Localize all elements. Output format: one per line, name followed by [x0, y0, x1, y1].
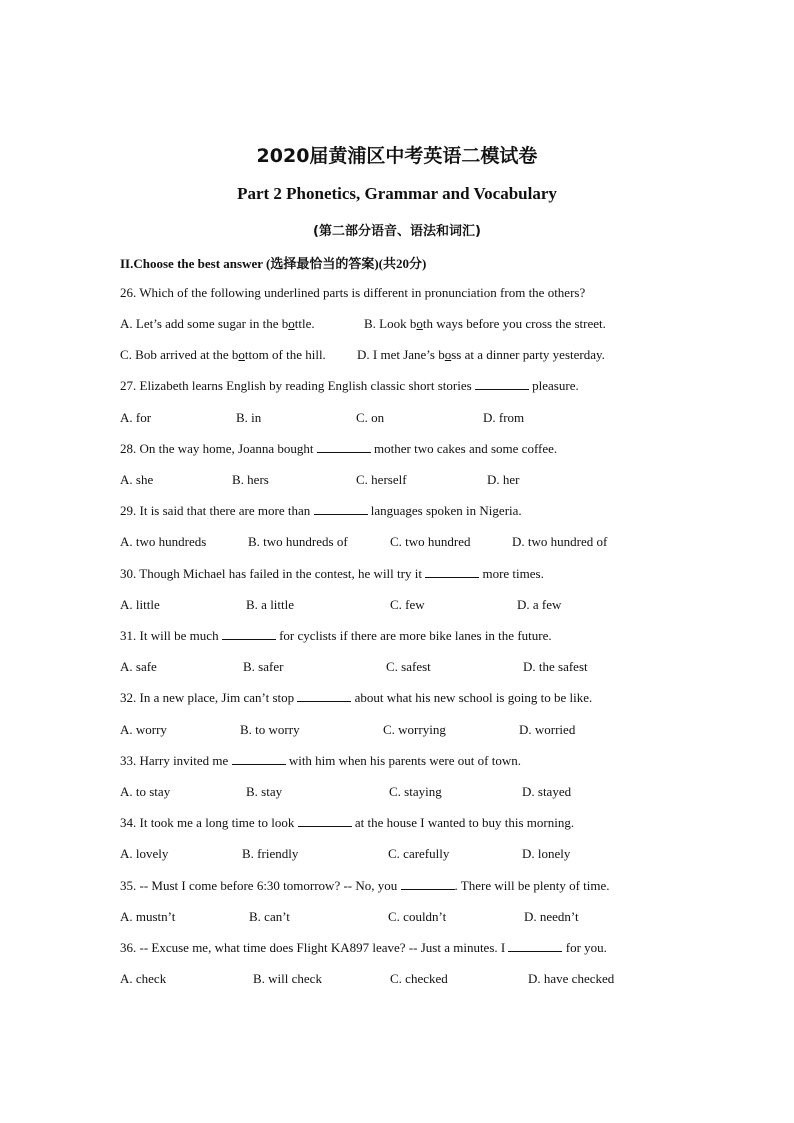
q34-option-b: B. friendly: [242, 846, 299, 861]
q26-option-d: D. I met Jane’s boss at a dinner party yesterday.: [357, 347, 605, 362]
question-28-stem: 28. On the way home, Joanna bought mother two cakes and some coffee.: [120, 441, 558, 456]
q28-option-a: A. she: [120, 472, 154, 487]
question-26-stem: 26. Which of the following underlined parts is different in pronunciation from the others?: [120, 285, 586, 300]
q34-option-d: D. lonely: [522, 846, 571, 861]
q35-option-b: B. can’t: [249, 909, 290, 924]
question-31-stem: 31. It will be much for cyclists if there are more bike lanes in the future.: [120, 628, 552, 643]
q28-option-d: D. her: [487, 472, 520, 487]
q29-option-d: D. two hundred of: [512, 534, 608, 549]
answer-blank: [298, 815, 352, 827]
question-34-stem: 34. It took me a long time to look at the house I wanted to buy this morning.: [120, 815, 575, 830]
question-35-stem: 35. -- Must I come before 6:30 tomorrow? -- No, you . There will be plenty of time.: [120, 878, 610, 893]
q33-option-c: C. staying: [389, 784, 442, 799]
document-title: 2020届黄浦区中考英语二模试卷: [256, 145, 538, 167]
q32-option-a: A. worry: [120, 722, 167, 737]
q26-option-a: A. Let’s add some sugar in the bottle.: [120, 316, 315, 331]
answer-blank: [297, 690, 351, 702]
q33-option-d: D. stayed: [522, 784, 572, 799]
part-subheading: (第二部分语音、语法和词汇): [313, 224, 481, 239]
q30-option-a: A. little: [120, 597, 160, 612]
q32-option-b: B. to worry: [240, 722, 300, 737]
q32-option-d: D. worried: [519, 722, 576, 737]
answer-blank: [314, 503, 368, 515]
question-29-stem: 29. It is said that there are more than languages spoken in Nigeria.: [120, 503, 522, 518]
q36-option-b: B. will check: [253, 971, 322, 986]
answer-blank: [232, 753, 286, 765]
q27-option-b: B. in: [236, 410, 262, 425]
question-36-stem: 36. -- Excuse me, what time does Flight KA897 leave? -- Just a minutes. I for you.: [120, 940, 607, 955]
section-heading: II.Choose the best answer (选择最恰当的答案)(共20分): [120, 256, 427, 271]
answer-blank: [317, 441, 371, 453]
q35-option-d: D. needn’t: [524, 909, 579, 924]
answer-blank: [425, 566, 479, 578]
q34-option-c: C. carefully: [388, 846, 450, 861]
q29-option-c: C. two hundred: [390, 534, 471, 549]
q30-option-b: B. a little: [246, 597, 295, 612]
answer-blank: [401, 878, 455, 890]
part-heading: Part 2 Phonetics, Grammar and Vocabulary: [237, 184, 557, 203]
q31-option-a: A. safe: [120, 659, 157, 674]
q27-option-a: A. for: [120, 410, 152, 425]
q32-option-c: C. worrying: [383, 722, 446, 737]
q33-option-b: B. stay: [246, 784, 283, 799]
q36-option-c: C. checked: [390, 971, 448, 986]
q31-option-d: D. the safest: [523, 659, 588, 674]
q30-option-c: C. few: [390, 597, 425, 612]
q29-option-a: A. two hundreds: [120, 534, 207, 549]
q28-option-c: C. herself: [356, 472, 407, 487]
q27-option-c: C. on: [356, 410, 385, 425]
q34-option-a: A. lovely: [120, 846, 169, 861]
question-30-stem: 30. Though Michael has failed in the contest, he will try it more times.: [120, 566, 544, 581]
q31-option-b: B. safer: [243, 659, 284, 674]
q29-option-b: B. two hundreds of: [248, 534, 348, 549]
answer-blank: [508, 940, 562, 952]
q27-option-d: D. from: [483, 410, 525, 425]
q35-option-a: A. mustn’t: [120, 909, 176, 924]
answer-blank: [222, 628, 276, 640]
question-32-stem: 32. In a new place, Jim can’t stop about what his new school is going to be like.: [120, 690, 593, 705]
q28-option-b: B. hers: [232, 472, 269, 487]
q30-option-d: D. a few: [517, 597, 562, 612]
q36-option-a: A. check: [120, 971, 167, 986]
question-33-stem: 33. Harry invited me with him when his parents were out of town.: [120, 753, 521, 768]
q26-option-c: C. Bob arrived at the bottom of the hill.: [120, 347, 326, 362]
q36-option-d: D. have checked: [528, 971, 615, 986]
q31-option-c: C. safest: [386, 659, 431, 674]
question-27-stem: 27. Elizabeth learns English by reading English classic short stories pleasure.: [120, 378, 579, 393]
q33-option-a: A. to stay: [120, 784, 171, 799]
q26-option-b: B. Look both ways before you cross the street.: [364, 316, 606, 331]
q35-option-c: C. couldn’t: [388, 909, 447, 924]
answer-blank: [475, 378, 529, 390]
